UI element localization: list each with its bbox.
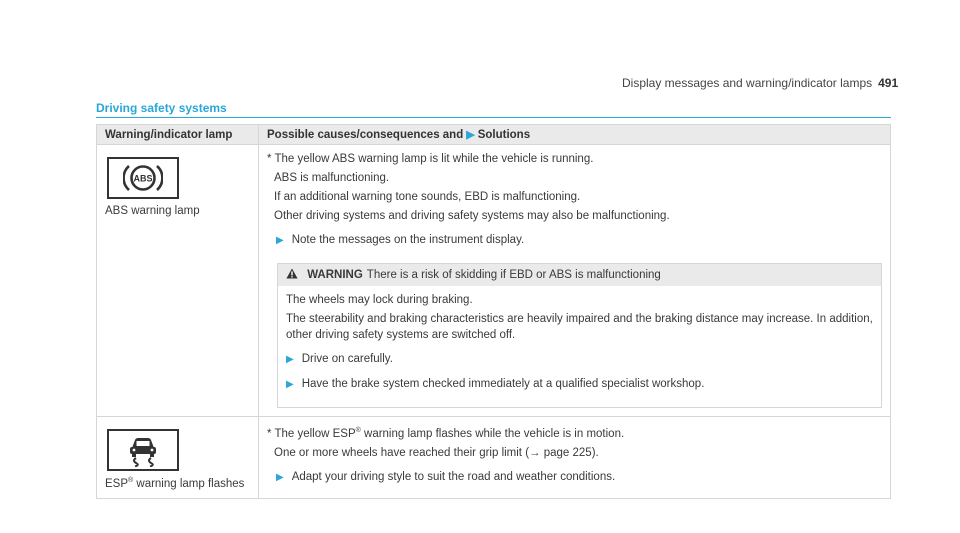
- lamp-cell-abs: [97, 145, 259, 417]
- running-head: [622, 76, 899, 90]
- header-solutions-label: Solutions: [477, 129, 531, 141]
- esp-skidding-car-icon: [107, 429, 179, 471]
- section-title: Driving safety systems: [96, 101, 227, 115]
- causes-cell-abs: [259, 145, 891, 417]
- page-number: 491: [878, 76, 899, 90]
- esp-line-1-prefix: * The yellow ESP: [267, 427, 356, 440]
- abs-action-text: Note the messages on the instrument display.: [291, 234, 525, 246]
- esp-line-2: One or more wheels have reached their grip limit (→ page 225).: [274, 446, 599, 459]
- blue-triangle-arrow-icon: ▶: [286, 379, 294, 390]
- lamp-caption-esp: [105, 477, 250, 490]
- abs-line-3: If an additional warning tone sounds, EBD is malfunctioning.: [274, 191, 581, 203]
- abs-action: [276, 232, 882, 249]
- warning-label: WARNING: [307, 269, 363, 281]
- warning-line-1: The wheels may lock during braking.: [286, 294, 473, 306]
- registered-mark: ®: [355, 427, 361, 434]
- esp-caption-prefix: ESP: [105, 477, 129, 490]
- section-rule: [96, 117, 891, 118]
- warning-triangle-icon: [286, 269, 301, 281]
- warning-action-1-text: Drive on carefully.: [301, 353, 393, 365]
- esp-action: [276, 469, 882, 486]
- warning-box: [277, 263, 882, 408]
- header-warning-lamp: Warning/indicator lamp: [97, 125, 259, 145]
- registered-mark: ®: [128, 477, 134, 484]
- warning-body: [278, 286, 881, 407]
- warning-action-1: [286, 351, 873, 368]
- header-causes-label: Possible causes/consequences and: [267, 129, 464, 141]
- warning-action-2: [286, 376, 873, 393]
- warning-header: [278, 264, 881, 286]
- table-header-row: [97, 125, 891, 145]
- blue-triangle-arrow-icon: ▶: [466, 129, 475, 141]
- blue-triangle-arrow-icon: ▶: [276, 471, 284, 483]
- abs-line-1: * The yellow ABS warning lamp is lit while the vehicle is running.: [267, 153, 594, 165]
- blue-triangle-arrow-icon: ▶: [286, 354, 294, 365]
- abs-line-4: Other driving systems and driving safety systems may also be malfunctioning.: [274, 210, 670, 222]
- blue-triangle-arrow-icon: ▶: [276, 235, 284, 246]
- table-row-esp: [97, 417, 891, 499]
- abs-warning-lamp-icon: [107, 157, 179, 199]
- header-causes-solutions: [259, 125, 891, 145]
- esp-line-1: [267, 423, 882, 442]
- warning-line-2: The steerability and braking characteristics are heavily impaired and the braking distance may increase. In addition, other driving safety systems are switched off.: [286, 313, 873, 341]
- causes-cell-esp: [259, 417, 891, 499]
- lamp-caption-abs: ABS warning lamp: [105, 205, 200, 217]
- warning-action-2-text: Have the brake system checked immediately at a qualified specialist workshop.: [301, 378, 705, 390]
- lamp-cell-esp: [97, 417, 259, 499]
- abs-line-2: ABS is malfunctioning.: [274, 172, 390, 184]
- warning-title: There is a risk of skidding if EBD or ABS is malfunctioning: [366, 269, 661, 281]
- esp-caption-suffix: warning lamp flashes: [133, 477, 245, 490]
- running-head-title: Display messages and warning/indicator lamps: [622, 76, 873, 90]
- svg-text:ABS: ABS: [133, 173, 153, 184]
- esp-action-text: Adapt your driving style to suit the road and weather conditions.: [291, 470, 616, 483]
- table-row-abs: [97, 145, 891, 417]
- esp-line-1-suffix: warning lamp flashes while the vehicle is in motion.: [360, 427, 625, 440]
- warning-lamp-table: [96, 124, 891, 499]
